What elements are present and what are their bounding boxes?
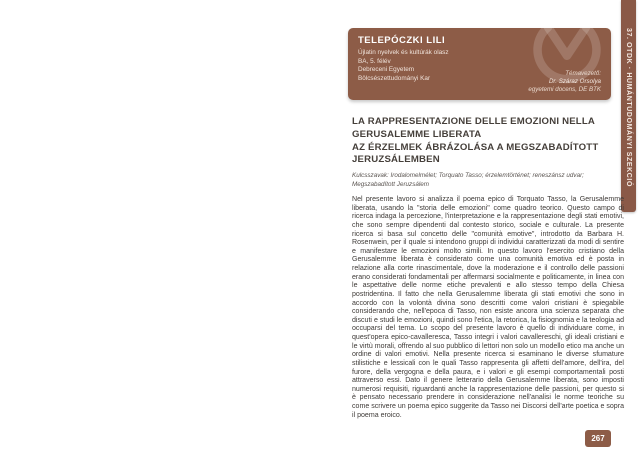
author-university: Debreceni Egyetem xyxy=(358,66,415,74)
title-line-hungarian-1: AZ ÉRZELMEK ÁBRÁZOLÁSA A MEGSZABADÍTOTT xyxy=(352,141,599,153)
author-name: TELEPÓCZKI LILI xyxy=(358,35,446,46)
keywords-line: Kulcsszavak: Irodalomelmélet; Torquato Tasso; érzelemtörténet; reneszánsz udvar; Megszabadított Jeruzsálem xyxy=(352,172,584,188)
page-title xyxy=(352,116,628,167)
title-line-hungarian-2: JERUZSÁLEMBEN xyxy=(352,154,440,166)
supervisor-role: Témavezető: xyxy=(565,70,601,77)
author-card xyxy=(348,28,611,100)
title-line-italian-1: LA RAPPRESENTAZIONE DELLE EMOZIONI NELLA xyxy=(352,116,596,127)
supervisor-position: egyetemi docens, DE BTK xyxy=(528,86,601,93)
section-tab xyxy=(621,0,636,212)
section-tab-label: 37. OTDK · HUMÁNTUDOMÁNYI SZEKCIÓ xyxy=(625,28,632,188)
supervisor-block xyxy=(528,70,601,94)
author-semester: BA, 5. félév xyxy=(358,57,391,65)
page-number-badge: 267 xyxy=(585,430,611,447)
title-line-italian-2: GERUSALEMME LIBERATA xyxy=(352,128,482,140)
author-major: Újlatin nyelvek és kultúrák olasz xyxy=(358,49,449,56)
supervisor-name: Dr. Száraz Orsolya xyxy=(548,78,601,85)
author-faculty: Bölcsészettudományi Kar xyxy=(358,74,431,82)
abstract-paragraph: Nel presente lavoro si analizza il poema epico di Torquato Tasso, la Gerusalemme liberata, usando la "storia delle emozioni" come quadro teorico. Questo campo di ricerca indaga la percezione, l'interpretazione e la rappresentazione degli stati emotivi, che sono sempre dipendenti dal contesto storico, sociale e culturale. La presente ricerca si basa sul concetto delle "comunità emotive", introdotto da Barbara H. Rosenwein, per il quale si intendono gruppi di individui caratterizzati da modi di sentire e manifestare le emozioni molto simili. In questo lavoro l'esercito cristiano della Gerusalemme liberata è considerato come una comunità emotiva ed è posta in relazione alla corte rinascimentale, dove la moderazione e il controllo delle passioni erano considerati fondamentali per affermarsi socialmente e politicamente, in linea con le aspettative delle norme etiche prevalenti e allo stesso tempo della Chiesa postridentina. Il fatto che nella Gerusalemme liberata gli stati emotivi che sono in accordo con la volontà divina sono descritti come valori cristiani è spiegabile considerando che, nell'epoca di Tasso, non esiste ancora una scienza separata che discuti e studi le emozioni, quindi sono l'etica, la retorica, la fisiognomia e la teologia ad occuparsi del tema. Lo scopo del presente lavoro è quello di individuare come, in quest'opera epico-cavalleresca, Tasso integri i valori cavallereschi, gli ideali cristiani e le virtù morali, offrendo al suo pubblico di lettori non solo un modello etico ma anche un ordine di valori emotivi. Nella presente ricerca si esaminano le diverse sfumature stilistiche e lessicali con le quali Tasso rappresenta gli affetti dell'amore, dell'ira, del furore, della vergogna e della paura, e i valori e gli esempi comportamentali posti attraverso essi. Dato il genere letterario della Gerusalemme liberata, sono imposti numerosi requisiti, riguardanti anche la rappresentazione delle passioni, per questo si è pensato necessario prendere in considerazione nell'analisi le norme teoriche su come scrivere un poema epico suggerite da Tasso nei Discorsi dell'arte poetica e sopra il poema eroico. xyxy=(352,196,624,419)
